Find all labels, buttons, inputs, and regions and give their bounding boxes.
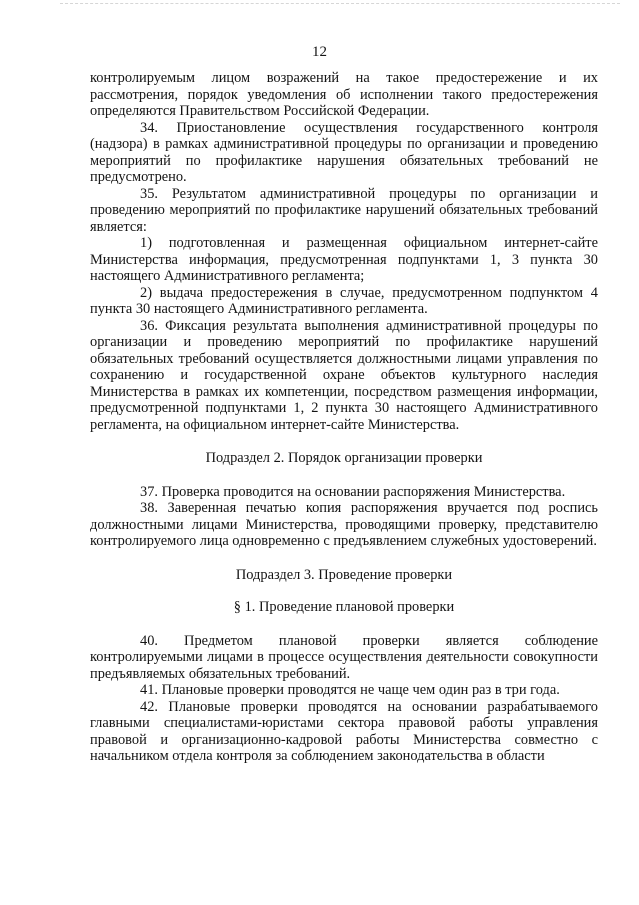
paragraph-38: 38. Заверенная печатью копия распоряжения вручается под роспись должностными лицами Министерства, проводящими проверку, представителю контролируемого лица одновременно с предъявлением служебных удостоверений. [90,500,598,549]
paragraph-35-item-2: 2) выдача предостережения в случае, предусмотренном подпунктом 4 пункта 30 настоящего Административного регламента. [90,284,598,317]
paragraph-continuation: контролируемым лицом возражений на такое предостережение и их рассмотрения, порядок уведомления об исполнении такого предостережения определяются Правительством Российской Федерации. [90,70,598,119]
paragraph-42: 42. Плановые проверки проводятся на основании разрабатываемого главными специалистами-юристами сектора правовой работы управления правовой и организационно-кадровой работы Министерства совместно с начальником отдела контроля за соблюдением законодательства в области [90,698,598,764]
page-number: 12 [312,44,327,60]
paragraph-41: 41. Плановые проверки проводятся не чаще чем один раз в три года. [140,682,560,698]
document-body [90,70,598,765]
scan-edge-line [60,3,620,4]
section-1-heading: § 1. Проведение плановой проверки [233,599,455,615]
spacer [90,433,598,450]
spacer [90,467,598,484]
paragraph-35-item-1: 1) подготовленная и размещенная официальном интернет-сайте Министерства информация, предусмотренная подпунктами 1, 3 пункта 30 настоящего Административного регламента; [90,235,598,284]
spacer [90,616,598,633]
paragraph-37: 37. Проверка проводится на основании распоряжения Министерства. [140,483,566,500]
paragraph-34: 34. Приостановление осуществления государственного контроля (надзора) в рамках административной процедуры по организации и проведению мероприятий по профилактике нарушения обязательных требований не предусмотрено. [90,119,598,185]
spacer [90,550,598,567]
paragraph-36: 36. Фиксация результата выполнения административной процедуры по организации и проведению мероприятий по профилактике нарушений обязательных требований осуществляется должностными лицами управления по сохранению и государственной охране объектов культурного наследия Министерства в рамках их компетенции, посредством размещения информации, предусмотренной подпунктами 1, 2 пункта 30 настоящего Административного регламента, на официальном интернет-сайте Министерства. [90,317,598,433]
subsection-3-heading: Подраздел 3. Проведение проверки [235,566,453,583]
subsection-2-heading: Подраздел 2. Порядок организации проверки [205,450,483,466]
paragraph-35: 35. Результатом административной процедуры по организации и проведению мероприятий по профилактике нарушений обязательных требований является: [90,185,598,235]
spacer [90,583,598,599]
paragraph-40: 40. Предметом плановой проверки является соблюдение контролируемыми лицами в процессе осуществления деятельности совокупности предъявляемых обязательных требований. [90,632,598,682]
